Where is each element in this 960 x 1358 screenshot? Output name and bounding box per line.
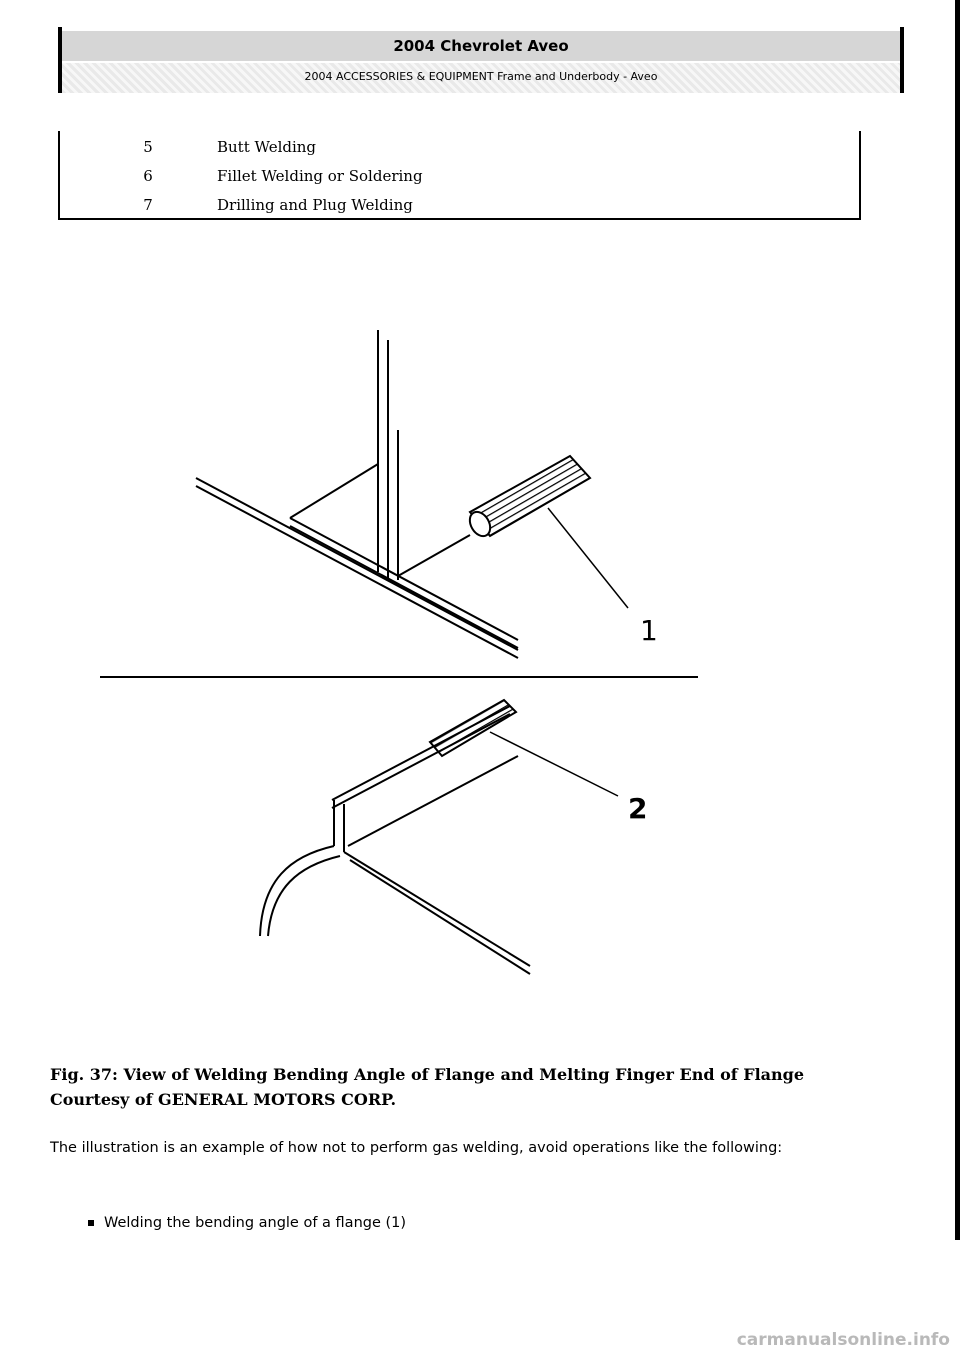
page-edge-bar (955, 0, 960, 1240)
weld-bead-2 (430, 700, 516, 756)
part-description: Drilling and Plug Welding (217, 196, 413, 214)
callout-label-2: 2 (628, 792, 648, 825)
header-subtitle: 2004 ACCESSORIES & EQUIPMENT Frame and Underbody - Aveo (62, 63, 900, 93)
watermark-text: carmanualsonline.info (736, 1330, 950, 1350)
part-number: 5 (143, 138, 153, 156)
caption-courtesy: Courtesy of GENERAL MOTORS CORP. (50, 1090, 397, 1109)
bullet-icon (88, 1220, 94, 1226)
list-item-text: Welding the bending angle of a flange (1) (104, 1215, 407, 1231)
list-item (88, 1210, 406, 1236)
part-description: Butt Welding (217, 138, 317, 156)
caption-title: Fig. 37: View of Welding Bending Angle of Flange and Melting Finger End of Flange (50, 1065, 805, 1084)
weld-bead-1 (466, 456, 590, 540)
figure-caption (50, 1062, 900, 1112)
part-description: Fillet Welding or Soldering (217, 167, 423, 185)
header-title: 2004 Chevrolet Aveo (62, 31, 900, 61)
part-number: 6 (143, 167, 153, 185)
body-paragraph: The illustration is an example of how not to perform gas welding, avoid operations like the following: (50, 1140, 783, 1156)
part-number: 7 (143, 196, 153, 214)
callout-label-1: 1 (640, 614, 658, 647)
